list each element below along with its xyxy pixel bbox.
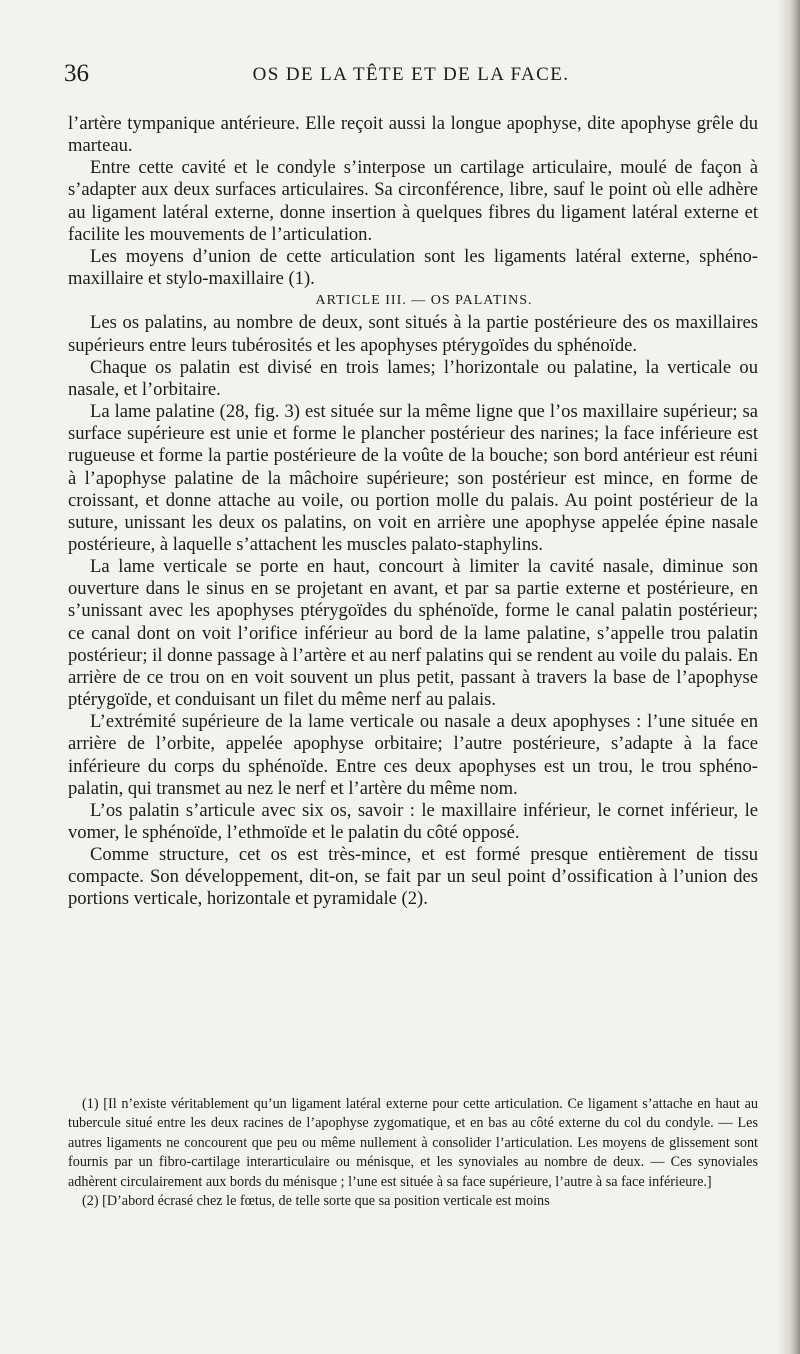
- page-edge-shadow: [778, 0, 800, 1354]
- paragraph: Comme structure, cet os est très-mince, et est formé presque entièrement de tissu compacte. Son développement, dit-on, se fait par un seul point d’ossification à l’union des portions verticale, horizontale et pyramidale (2).: [68, 844, 758, 910]
- footnote: (2) [D’abord écrasé chez le fœtus, de telle sorte que sa position verticale est moins: [82, 1193, 550, 1210]
- paragraph: Entre cette cavité et le condyle s’interpose un cartilage articulaire, moulé de façon à s’adapter aux deux surfaces articulaires. Sa circonférence, libre, sauf le point où elle adhère au ligament latéral externe, donne insertion à quelques fibres du ligament latéral externe et facilite les mouvements de l’articulation.: [68, 157, 758, 245]
- footnote: (1) [Il n’existe véritablement qu’un ligament latéral externe pour cette articulation. Ce ligament s’attache en haut au tubercule situé entre les deux racines de l’apophyse zygomatique, et en bas au côté externe du col du condyle. — Les autres ligaments ne concourent que peu ou même nullement à consolider l’articulation. Les moyens de glissement sont fournis par un fibro-cartilage interarticulaire ou ménisque, et les synoviales au nombre de deux. — Ces synoviales adhèrent circulairement aux bords du ménisque ; l’une est située à sa face supérieure, l’autre à sa face inférieure.]: [68, 1096, 758, 1190]
- main-text: [68, 113, 758, 911]
- page-header: [64, 60, 758, 96]
- paragraph: L’extrémité supérieure de la lame verticale ou nasale a deux apophyses : l’une située en arrière de l’orbite, appelée apophyse orbitaire; l’autre postérieure, s’adapte à la face inférieure du corps du sphénoïde. Entre ces deux apophyses est un trou, le trou sphéno-palatin, qui transmet au nez le nerf et l’artère du même nom.: [68, 711, 758, 799]
- page-number: 36: [64, 60, 89, 87]
- paragraph: Les os palatins, au nombre de deux, sont situés à la partie postérieure des os maxillaires supérieurs entre leurs tubérosités et les apophyses ptérygoïdes du sphénoïde.: [68, 312, 758, 356]
- article-heading: ARTICLE III. — OS PALATINS.: [315, 293, 533, 309]
- paragraph: Les moyens d’union de cette articulation sont les ligaments latéral externe, sphéno-maxillaire et stylo-maxillaire (1).: [68, 245, 758, 290]
- footnotes: [68, 1095, 758, 1211]
- running-title: OS DE LA TÊTE ET DE LA FACE.: [252, 64, 570, 85]
- paragraph: l’artère tympanique antérieure. Elle reçoit aussi la longue apophyse, dite apophyse grêle du marteau.: [68, 113, 758, 157]
- paragraph: Chaque os palatin est divisé en trois lames; l’horizontale ou palatine, la verticale ou nasale, et l’orbitaire.: [68, 356, 758, 400]
- paragraph: L’os palatin s’articule avec six os, savoir : le maxillaire inférieur, le cornet inférieur, le vomer, le sphénoïde, l’ethmoïde et le palatin du côté opposé.: [68, 799, 758, 843]
- paragraph: La lame palatine (28, fig. 3) est située sur la même ligne que l’os maxillaire supérieur; sa surface supérieure est unie et forme le plancher postérieur des narines; la face inférieure est rugueuse et forme la partie postérieure de la voûte de la bouche; son bord antérieur est réuni à l’apophyse palatine de la mâchoire supérieure; son postérieur est mince, en forme de croissant, et donne attache au voile, ou portion molle du palais. Au point postérieur de la suture, unissant les deux os palatins, on voit en arrière une apophyse appelée épine nasale postérieure, à laquelle s’attachent les muscles palato-staphylins.: [68, 401, 758, 555]
- paragraph: La lame verticale se porte en haut, concourt à limiter la cavité nasale, diminue son ouverture dans le sinus en se projetant en avant, et par sa partie externe et postérieure, en s’unissant avec les apophyses ptérygoïdes du sphénoïde, forme le canal palatin postérieur; ce canal dont on voit l’orifice inférieur au bord de la lame palatine, s’appelle trou palatin postérieur; il donne passage à l’artère et au nerf palatins qui se rendent au voile du palais. En arrière de ce trou on en voit souvent un plus petit, passant à travers la base de l’apophyse ptérygoïde, et conduisant un filet du même nerf au palais.: [68, 556, 758, 711]
